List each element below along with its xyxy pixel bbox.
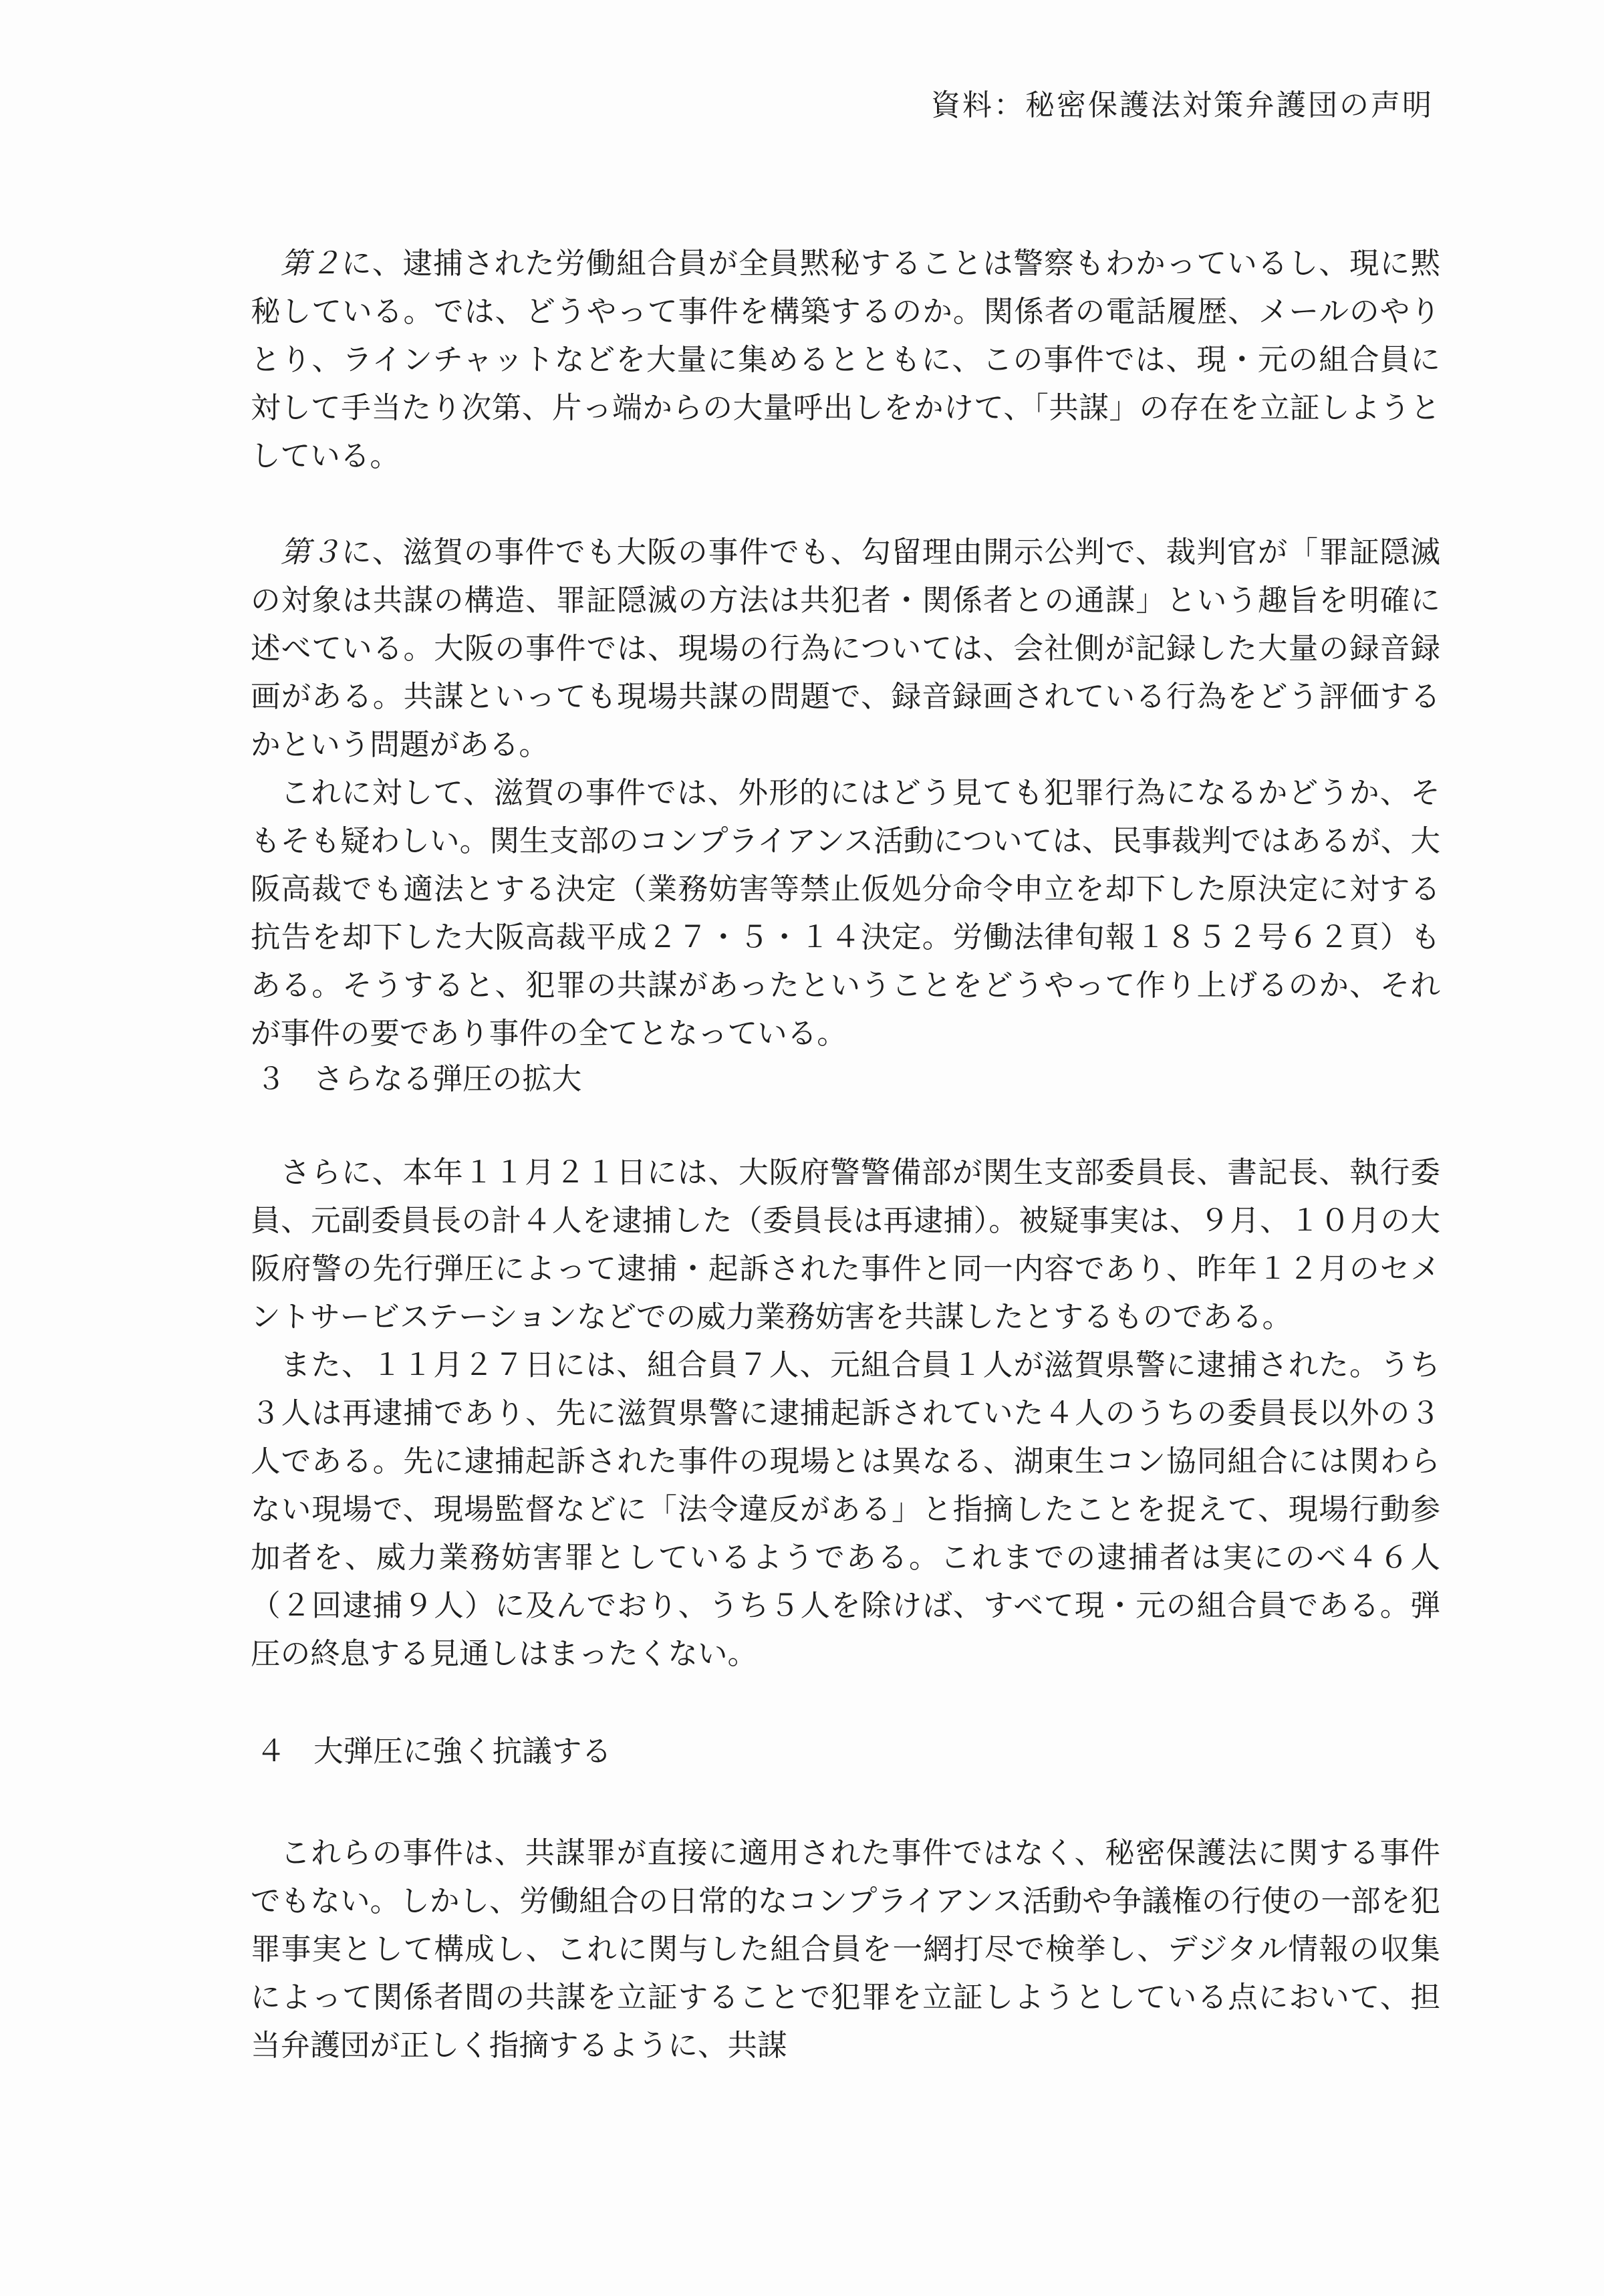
paragraph-text xyxy=(251,1829,1440,2069)
paragraph-third-point xyxy=(251,528,1440,1057)
paragraph-text xyxy=(251,769,1440,1057)
paragraph-lead: 第３ xyxy=(280,535,342,569)
section-title: 大弾圧に強く抗議する xyxy=(313,1734,612,1769)
section-heading xyxy=(251,1055,1440,1103)
paragraph-text xyxy=(251,239,1440,480)
section-number: ３ xyxy=(256,1061,286,1096)
section-heading-3 xyxy=(251,1055,1440,1103)
paragraph-body: さらに、本年１１月２１日には、大阪府警警備部が関生支部委員長、書記長、執行委員、元副委員長の計４人を逮捕した（委員長は再逮捕）。被疑事実は、９月、１０月の大阪府警の先行弾圧によって逮捕・起訴された事件と同一内容であり、昨年１２月のセメントサービステーションなどでの威力業務妨害を共謀したとするものである。 xyxy=(251,1155,1440,1334)
paragraph-body: これらの事件は、共謀罪が直接に適用された事件ではなく、秘密保護法に関する事件でもない。しかし、労働組合の日常的なコンプライアンス活動や争議権の行使の一部を犯罪事実として構成し、これに関与した組合員を一網打尽で検挙し、デジタル情報の収集によって関係者間の共謀を立証することで犯罪を立証しようとしている点において、担当弁護団が正しく指摘するように、共謀 xyxy=(251,1835,1440,2063)
paragraph-expansion xyxy=(251,1148,1440,1678)
paragraph-text xyxy=(251,1148,1440,1341)
paragraph-protest xyxy=(251,1829,1440,2069)
paragraph-second-point xyxy=(251,239,1440,480)
paragraph-text xyxy=(251,1341,1440,1678)
section-title: さらなる弾圧の拡大 xyxy=(313,1061,582,1096)
section-heading-4 xyxy=(251,1727,1440,1775)
section-heading xyxy=(251,1727,1440,1775)
paragraph-body: これに対して、滋賀の事件では、外形的にはどう見ても犯罪行為になるかどうか、そもそも疑わしい。関生支部のコンプライアンス活動については、民事裁判ではあるが、大阪高裁でも適法とする決定（業務妨害等禁止仮処分命令申立を却下した原決定に対する抗告を却下した大阪高裁平成２７・５・１４決定。労働法律旬報１８５２号６２頁）もある。そうすると、犯罪の共謀があったということをどうやって作り上げるのか、それが事件の要であり事件の全てとなっている。 xyxy=(251,775,1440,1051)
paragraph-body: に、滋賀の事件でも大阪の事件でも、勾留理由開示公判で、裁判官が「罪証隠滅の対象は共謀の構造、罪証隠滅の方法は共犯者・関係者との通謀」という趣旨を明確に述べている。大阪の事件では、現場の行為については、会社側が記録した大量の録音録画がある。共謀といっても現場共謀の問題で、録音録画されている行為をどう評価するかという問題がある。 xyxy=(251,535,1440,762)
page-header: 資料：秘密保護法対策弁護団の声明 xyxy=(931,88,1434,122)
paragraph-body: また、１１月２７日には、組合員７人、元組合員１人が滋賀県警に逮捕された。うち３人は再逮捕であり、先に滋賀県警に逮捕起訴されていた４人のうちの委員長以外の３人である。先に逮捕起訴された事件の現場とは異なる、湖東生コン協同組合には関わらない現場で、現場監督などに「法令違反がある」と指摘したことを捉えて、現場行動参加者を、威力業務妨害罪としているようである。これまでの逮捕者は実にのべ４６人（２回逮捕９人）に及んでおり、うち５人を除けば、すべて現・元の組合員である。弾圧の終息する見通しはまったくない。 xyxy=(251,1348,1440,1671)
paragraph-text xyxy=(251,528,1440,769)
paragraph-lead: 第２ xyxy=(280,246,342,281)
paragraph-body: に、逮捕された労働組合員が全員黙秘することは警察もわかっているし、現に黙秘している。では、どうやって事件を構築するのか。関係者の電話履歴、メールのやりとり、ラインチャットなどを大量に集めるとともに、この事件では、現・元の組合員に対して手当たり次第、片っ端からの大量呼出しをかけて、「共謀」の存在を立証しようとしている。 xyxy=(251,246,1440,473)
section-number: ４ xyxy=(256,1734,286,1769)
